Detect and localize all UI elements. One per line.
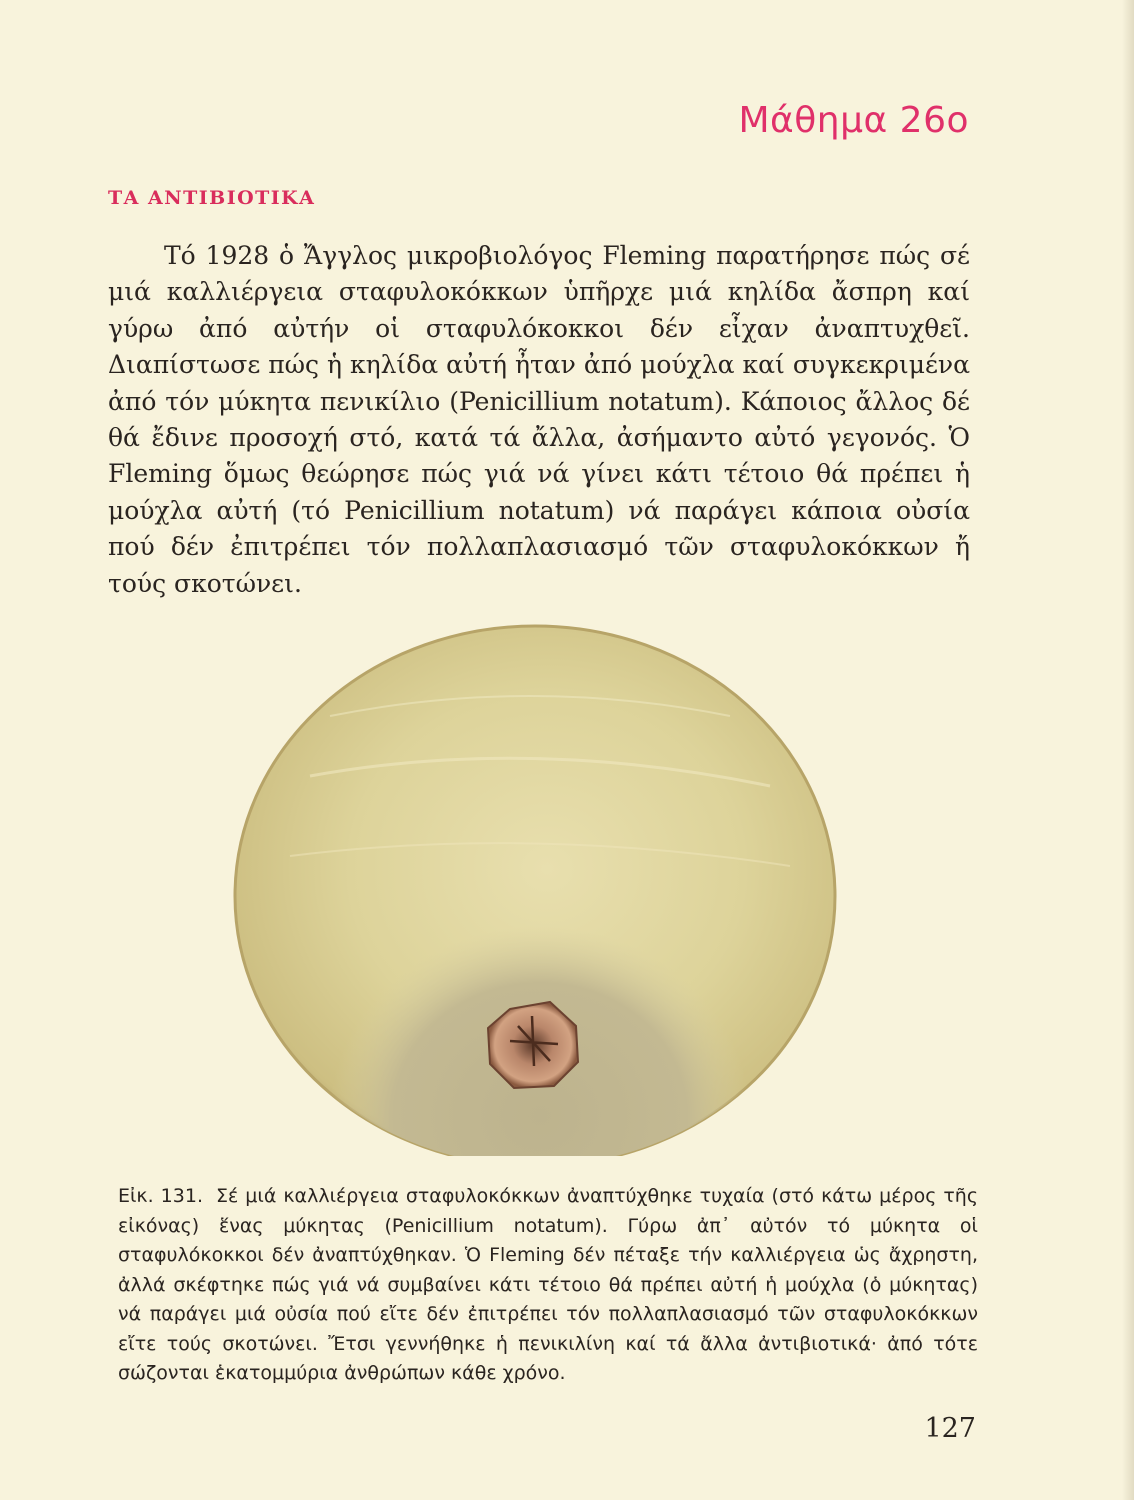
figure-number: Εἰκ. 131. bbox=[118, 1185, 203, 1207]
page-edge-shadow bbox=[1122, 0, 1134, 1500]
figure-caption-text: Σέ μιά καλλιέργεια σταφυλοκόκκων ἀναπτύχθηκε τυχαία (στό κάτω μέρος τῆς εἰκόνας) ἕνας μύκητας (Penicillium notatum). Γύρω ἀπ᾽ αὐτόν τό μύκητα οἱ σταφυλόκοκκοι δέν ἀναπτύχθηκαν. Ὁ Fleming δέν πέταξε τήν καλλιέργεια ὡς ἄχρηστη, ἀλλά σκέφτηκε πώς γιά νά συμβαίνει κάτι τέτοιο θά πρέπει αὐτή ἡ μούχλα (ὁ μύκητας) νά παράγει μιά οὐσία πού εἴτε δέν ἐπιτρέπει τόν πολλαπλασιασμό τῶν σταφυλοκόκκων εἴτε τούς σκοτώνει. Ἔτσι γεννήθηκε ἡ πενικιλίνη καί τά ἄλλα ἀντιβιοτικά· ἀπό τότε σώζονται ἑκατομμύρια ἀνθρώπων κάθε χρόνο. bbox=[118, 1185, 978, 1384]
section-title: ΤΑ ΑΝΤΙΒΙΟΤΙΚΑ bbox=[108, 187, 316, 209]
body-paragraph: Τό 1928 ὁ Ἄγγλος μικροβιολόγος Fleming παρατήρησε πώς σέ μιά καλλιέργεια σταφυλοκόκκων ὑπῆρχε μιά κηλίδα ἄσπρη καί γύρω ἀπό αὐτήν οἱ σταφυλόκοκκοι δέν εἶχαν ἀναπτυχθεῖ. Διαπίστωσε πώς ἡ κηλίδα αὐτή ἦταν ἀπό μούχλα καί συγκεκριμένα ἀπό τόν μύκητα πενικίλιο (Penicillium notatum). Κάποιος ἄλλος δέ θά ἔδινε προσοχή στό, κατά τά ἄλλα, ἀσήμαντο αὐτό γεγονός. Ὁ Fleming ὅμως θεώρησε πώς γιά νά γίνει κάτι τέτοιο θά πρέπει ἡ μούχλα αὐτή (τό Penicillium notatum) νά παράγει κάποια οὐσία πού δέν ἐπιτρέπει τόν πολλαπλασιασμό τῶν σταφυλοκόκκων ἤ τούς σκοτώνει. bbox=[108, 241, 970, 598]
petri-dish-photo bbox=[210, 596, 1030, 1156]
figure-caption bbox=[118, 1182, 978, 1389]
page-number: 127 bbox=[924, 1413, 976, 1444]
lesson-label: Μάθημα 26ο bbox=[738, 100, 969, 141]
